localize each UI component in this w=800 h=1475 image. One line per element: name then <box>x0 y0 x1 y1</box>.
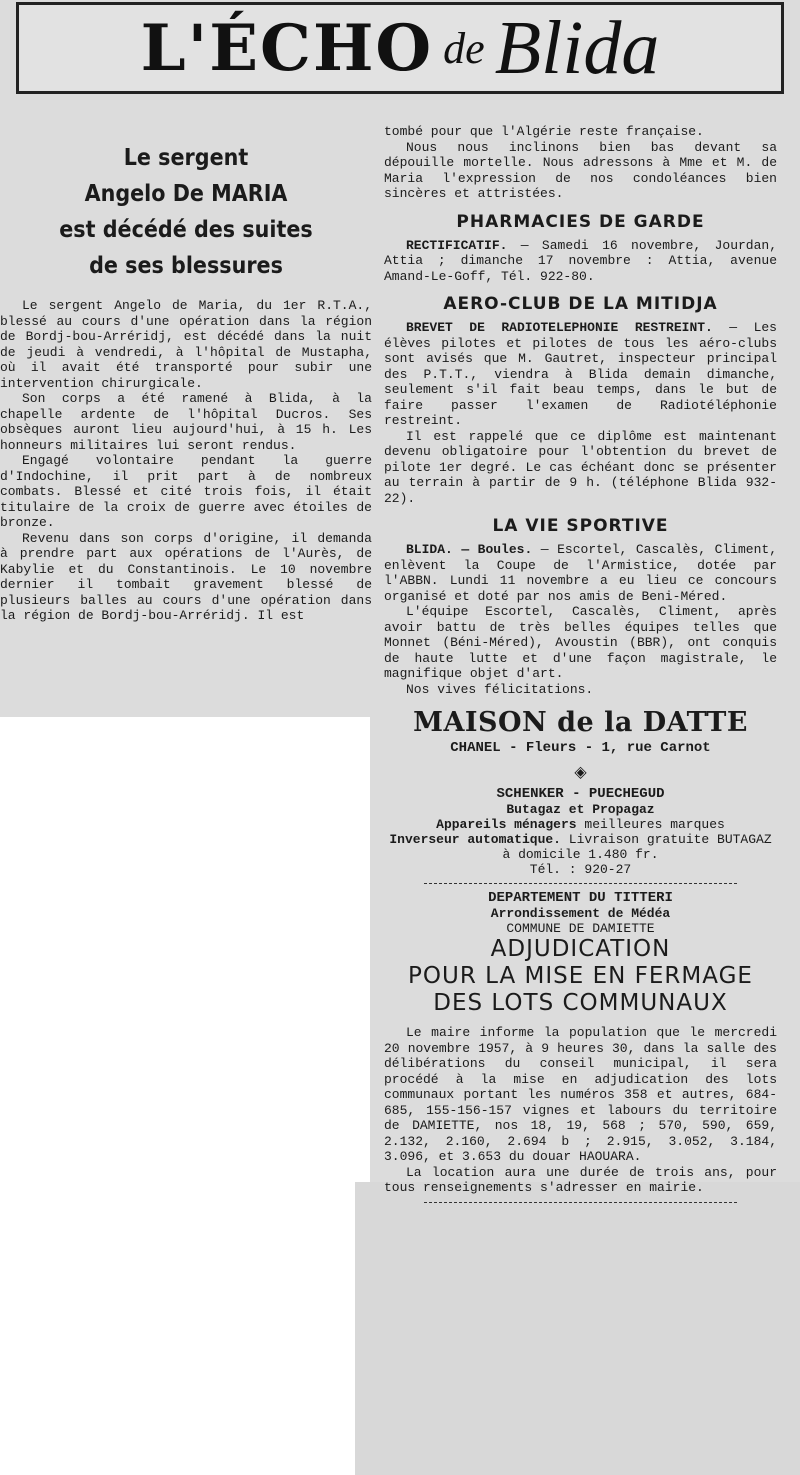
right-column <box>384 124 777 1209</box>
pharmacies-title: PHARMACIES DE GARDE <box>456 211 705 232</box>
masthead-city: Blida <box>494 5 660 90</box>
article-paragraph: Son corps a été ramené à Blida, à la chapelle ardente de l'hôpital Ducros. Ses obsèques auront lieu aujourd'hui, à 15 h. Les honneurs militaires lui seront rendus. <box>0 391 372 453</box>
article-body <box>0 298 372 624</box>
ad-tel: Tél. : 920-27 <box>529 862 632 877</box>
headline-line: Angelo De MARIA <box>84 181 288 207</box>
notice-title <box>384 936 777 1017</box>
pharmacies-body <box>384 238 777 285</box>
ad-firm: SCHENKER - PUECHEGUD <box>496 786 665 802</box>
sport-paragraph: L'équipe Escortel, Cascalès, Climent, après avoir battu de très belles équipes telles que Monnet (Béni-Méred), Avoustin (BBR), ont conquis de haute lutte et d'une façon magistrale, le magnifique objet d'art. <box>384 604 777 681</box>
article-paragraph: Engagé volontaire pendant la guerre d'Indochine, il prit part à de nombreux combats. Blessé et cité trois fois, il était titulaire de la croix de guerre avec étoiles de bronze. <box>0 453 372 530</box>
left-column <box>0 132 372 624</box>
public-notice <box>384 890 777 1017</box>
clipping-bottom <box>355 1182 800 1475</box>
pharmacies-lead: RECTIFICATIF. <box>406 237 508 253</box>
notice-paragraph: Le maire informe la population que le mercredi 20 novembre 1957, à 9 heures 30, dans la salle des délibérations du conseil municipal, il sera procédé à la mise en adjudication des lots communaux portant les numéros 358 et autres, 684-685, 155-156-157 vignes et labours du territoire de DAMIETTE, nos 18, 19, 568 ; 570, 590, 659, 2.132, 2.160, 2.694 b ; 2.915, 3.052, 3.184, 3.096, et 3.653 du douar HAOUARA. <box>384 1025 777 1164</box>
aeroclub-title: AERO-CLUB DE LA MITIDJA <box>443 294 718 314</box>
ad-line: Inverseur automatique. Livraison gratuite BUTAGAZ à domicile 1.480 fr. <box>389 832 772 862</box>
notice-title-line: POUR LA MISE EN FERMAGE <box>408 963 753 989</box>
notice-title-line: DES LOTS COMMUNAUX <box>433 990 728 1016</box>
sport-lead: BLIDA. — Boules. <box>406 542 533 557</box>
ad-title: MAISON de la DATTE <box>413 707 748 738</box>
article-paragraph: Revenu dans son corps d'origine, il demanda à prendre part aux opérations de l'Aurès, de Kabylie et du Constantinois. Le 10 novembre dernier il tombait gravement blessé de plusieurs balles au cours d'une opération dans la région de Bordj-bou-Arréridj. Il est <box>0 530 372 623</box>
notice-arrondissement: Arrondissement de Médéa <box>490 906 671 921</box>
headline-line: est décédé des suites <box>59 217 313 243</box>
divider <box>424 883 737 884</box>
headline-line: de ses blessures <box>89 253 283 279</box>
article-headline <box>19 140 354 284</box>
headline-line: Le sergent <box>123 145 249 171</box>
advertisement <box>384 707 777 884</box>
notice-commune: COMMUNE DE DAMIETTE <box>506 921 655 936</box>
notice-title-line: ADJUDICATION <box>490 936 671 962</box>
condolences-text: Nous nous inclinons bien bas devant sa dépouille mortelle. Nous adressons à Mme et M. de Maria l'expression de nos condoléances bien sincères et attristées. <box>384 139 777 201</box>
masthead <box>16 2 784 94</box>
ad-gas: Butagaz et Propagaz <box>506 802 655 817</box>
notice-paragraph: La location aura une durée de trois ans, pour tous renseignements s'adresser en mairie. <box>384 1164 777 1195</box>
aeroclub-text: — Les élèves pilotes et pilotes de tous les aéro-clubs sont avisés que M. Gautret, inspecteur principal des P.T.T., viendra à Blida demain dimanche, seulement s'il fait beau temps, dans le but de faire passer l'examen de Radiotéléphonie restreint. <box>384 320 777 428</box>
notice-department: DEPARTEMENT DU TITTERI <box>488 890 673 906</box>
ad-line: Appareils ménagers meilleures marques <box>436 817 725 832</box>
sport-paragraph: Nos vives félicitations. <box>406 681 594 697</box>
diamond-icon: ◈ <box>574 764 587 781</box>
aeroclub-lead: BREVET DE RADIOTELEPHONIE RESTREINT. <box>406 320 713 335</box>
masthead-de: de <box>443 23 485 73</box>
notice-body <box>384 1025 777 1196</box>
divider <box>424 1202 737 1203</box>
continuation-text: tombé pour que l'Algérie reste française. <box>384 124 704 139</box>
aeroclub-body <box>384 320 777 506</box>
pharmacies-text: — Samedi 16 novembre, Jourdan, Attia ; dimanche 17 novembre : Attia, avenue Amand-Le-Goff, Tél. 922-80. <box>384 237 777 284</box>
sport-text: — Escortel, Cascalès, Climent, enlèvent la Coupe de l'Armistice, dotée par l'ABBN. Lundi 11 novembre a eu lieu ce concours organisé et doté par nos amis de Beni-Méred. <box>384 542 777 604</box>
aeroclub-paragraph: Il est rappelé que ce diplôme est maintenant devenu obligatoire pour l'obtention du brevet de pilote 1er degré. Le cas échéant donc se présenter au terrain à partir de 9 h. (téléphone Blida 932-22). <box>384 428 777 506</box>
article-paragraph: Le sergent Angelo de Maria, du 1er R.T.A., blessé au cours d'une opération dans la région de Bordj-bou-Arréridj, est décédé dans la nuit de jeudi à vendredi, à l'hôpital de Mustapha, où il avait été transporté pour subir une intervention chirurgicale. <box>0 298 372 391</box>
sport-body <box>384 542 777 697</box>
ad-subtitle: CHANEL - Fleurs - 1, rue Carnot <box>450 740 711 756</box>
sport-title: LA VIE SPORTIVE <box>492 516 669 536</box>
article-continuation <box>384 124 777 202</box>
masthead-main: L'ÉCHO <box>140 10 434 86</box>
